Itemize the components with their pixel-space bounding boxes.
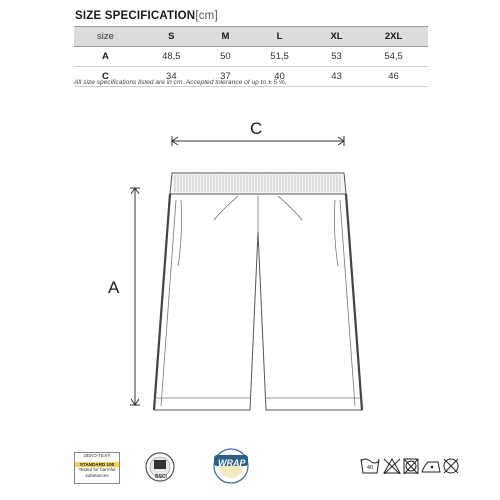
table-cell: 34 xyxy=(137,67,206,87)
table-cell: 48,5 xyxy=(137,47,206,67)
oeko-tex-line2: STANDARD 100 xyxy=(75,462,119,468)
table-cell: 53 xyxy=(314,47,359,67)
oeko-tex-line3: Tested for harmful substances xyxy=(78,467,116,479)
size-header: L xyxy=(245,27,314,47)
no-tumble-dry-icon xyxy=(404,459,418,474)
table-corner-label: size xyxy=(74,27,137,47)
row-label: A xyxy=(74,47,137,67)
table-cell: 54,5 xyxy=(359,47,428,67)
bsci-label: BSCI xyxy=(155,474,167,480)
oeko-tex-badge xyxy=(74,452,120,484)
shorts-outline xyxy=(154,173,362,410)
size-header: 2XL xyxy=(359,27,428,47)
wash-temperature: 40 xyxy=(367,465,374,471)
table-cell: 43 xyxy=(314,67,359,87)
row-label: C xyxy=(74,67,137,87)
table-cell: 37 xyxy=(206,67,245,87)
table-cell: 51,5 xyxy=(245,47,314,67)
size-header: S xyxy=(137,27,206,47)
size-header: M xyxy=(206,27,245,47)
wrap-label: WRAP xyxy=(218,458,246,468)
oeko-tex-line1: OEKO-TEX® xyxy=(83,453,111,458)
table-cell: 50 xyxy=(206,47,245,67)
dimension-a-line xyxy=(130,188,140,405)
no-bleach-icon xyxy=(384,459,400,474)
no-dry-clean-icon xyxy=(444,459,458,473)
iron-low-icon xyxy=(422,462,440,472)
title-unit: [cm] xyxy=(195,10,218,22)
dimension-c-label: C xyxy=(250,119,263,138)
dimension-a-label: A xyxy=(108,278,120,297)
care-symbols xyxy=(361,459,458,474)
title-text: SIZE SPECIFICATION xyxy=(75,10,196,22)
tolerance-note: All size specifications listed are in cm. Accepted tolerance of up to ± 5 %. xyxy=(74,79,287,86)
table-cell: 40 xyxy=(245,67,314,87)
size-header: XL xyxy=(314,27,359,47)
table-cell: 46 xyxy=(359,67,428,87)
